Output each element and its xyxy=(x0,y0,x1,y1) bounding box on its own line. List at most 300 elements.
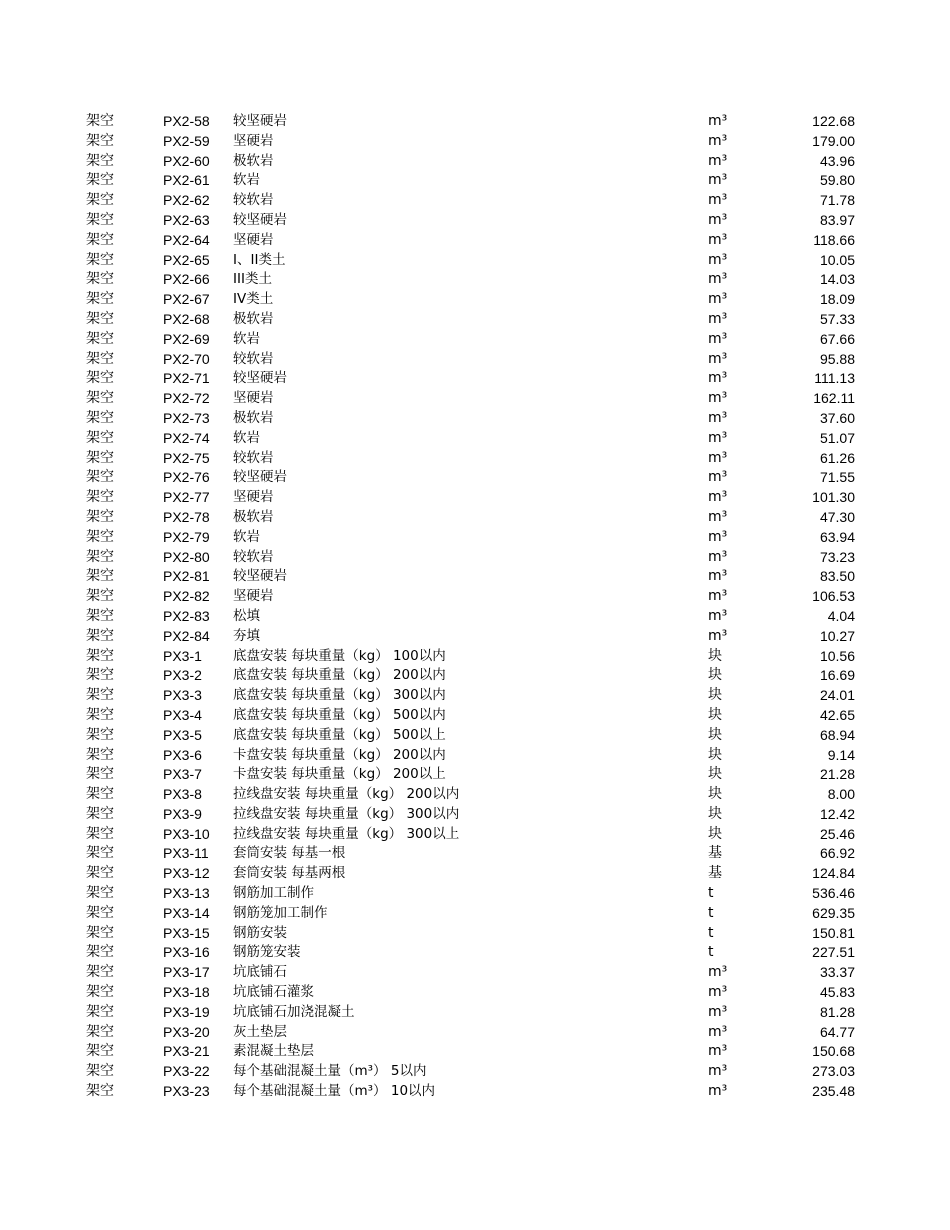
price-cell: 124.84 xyxy=(812,865,855,882)
unit-cell: m³ xyxy=(708,469,728,486)
price-cell: 24.01 xyxy=(819,687,855,704)
price-cell: 21.28 xyxy=(819,766,855,783)
unit-cell: m³ xyxy=(708,548,728,565)
price-cell: 68.94 xyxy=(819,726,855,743)
code-cell: PX2-67 xyxy=(163,291,210,308)
price-cell: 63.94 xyxy=(819,528,855,545)
price-cell: 73.23 xyxy=(819,548,855,565)
unit-cell: 块 xyxy=(708,786,722,803)
table-row xyxy=(0,449,950,469)
category-cell: 架空 xyxy=(86,469,114,486)
price-cell: 101.30 xyxy=(812,489,855,506)
unit-cell: 块 xyxy=(708,667,722,684)
item-name-cell: 坑底铺石灌浆 xyxy=(233,984,314,1001)
category-cell: 架空 xyxy=(86,390,114,407)
unit-cell: m³ xyxy=(708,251,728,268)
item-name-cell: 极软岩 xyxy=(233,152,274,169)
code-cell: PX3-10 xyxy=(163,825,210,842)
code-cell: PX2-61 xyxy=(163,172,210,189)
unit-cell: 块 xyxy=(708,706,722,723)
code-cell: PX2-58 xyxy=(163,113,210,129)
unit-cell: m³ xyxy=(708,172,728,189)
item-name-cell: 卡盘安装 每块重量（kg） 200以内 xyxy=(233,746,446,763)
item-name-cell: 较坚硬岩 xyxy=(233,113,287,129)
price-cell: 33.37 xyxy=(819,964,855,981)
price-cell: 629.35 xyxy=(812,904,855,921)
code-cell: PX2-60 xyxy=(163,152,210,169)
code-cell: PX3-19 xyxy=(163,1003,210,1020)
category-cell: 架空 xyxy=(86,786,114,803)
unit-cell: 块 xyxy=(708,825,722,842)
code-cell: PX3-4 xyxy=(163,706,202,723)
item-name-cell: I、II类土 xyxy=(233,251,286,268)
category-cell: 架空 xyxy=(86,687,114,704)
category-cell: 架空 xyxy=(86,607,114,624)
item-name-cell: 软岩 xyxy=(233,429,260,446)
code-cell: PX3-14 xyxy=(163,904,210,921)
table-row xyxy=(0,171,950,191)
code-cell: PX3-23 xyxy=(163,1083,210,1100)
item-name-cell: 坑底铺石 xyxy=(233,964,287,981)
unit-cell: m³ xyxy=(708,508,728,525)
category-cell: 架空 xyxy=(86,924,114,941)
code-cell: PX3-11 xyxy=(163,845,209,862)
code-cell: PX3-1 xyxy=(163,647,202,664)
price-cell: 106.53 xyxy=(812,588,855,605)
price-cell: 57.33 xyxy=(819,310,855,327)
price-cell: 10.27 xyxy=(819,627,855,644)
item-name-cell: 拉线盘安装 每块重量（kg） 200以内 xyxy=(233,786,460,803)
table-row xyxy=(0,152,950,172)
category-cell: 架空 xyxy=(86,1003,114,1020)
category-cell: 架空 xyxy=(86,667,114,684)
price-cell: 4.04 xyxy=(827,607,855,624)
category-cell: 架空 xyxy=(86,409,114,426)
category-cell: 架空 xyxy=(86,627,114,644)
table-row xyxy=(0,746,950,766)
table-row xyxy=(0,251,950,271)
price-cell: 122.68 xyxy=(812,113,855,129)
table-row xyxy=(0,567,950,587)
price-cell: 10.56 xyxy=(819,647,855,664)
unit-cell: t xyxy=(708,924,714,941)
item-name-cell: 每个基础混凝土量（m³） 5以内 xyxy=(233,1063,427,1080)
code-cell: PX2-68 xyxy=(163,310,210,327)
table-row xyxy=(0,884,950,904)
code-cell: PX3-18 xyxy=(163,984,210,1001)
unit-cell: t xyxy=(708,904,714,921)
category-cell: 架空 xyxy=(86,172,114,189)
category-cell: 架空 xyxy=(86,449,114,466)
category-cell: 架空 xyxy=(86,251,114,268)
price-cell: 111.13 xyxy=(814,370,855,387)
category-cell: 架空 xyxy=(86,310,114,327)
unit-cell: m³ xyxy=(708,1003,728,1020)
category-cell: 架空 xyxy=(86,113,114,129)
code-cell: PX3-6 xyxy=(163,746,202,763)
item-name-cell: 较软岩 xyxy=(233,449,274,466)
unit-cell: m³ xyxy=(708,370,728,387)
price-cell: 16.69 xyxy=(819,667,855,684)
code-cell: PX2-79 xyxy=(163,528,210,545)
code-cell: PX3-7 xyxy=(163,766,202,783)
unit-cell: 块 xyxy=(708,726,722,743)
item-name-cell: III类土 xyxy=(233,271,272,288)
unit-cell: m³ xyxy=(708,1063,728,1080)
code-cell: PX2-59 xyxy=(163,132,210,149)
table-row xyxy=(0,290,950,310)
code-cell: PX3-12 xyxy=(163,865,210,882)
category-cell: 架空 xyxy=(86,647,114,664)
item-name-cell: 卡盘安装 每块重量（kg） 200以上 xyxy=(233,766,446,783)
price-cell: 25.46 xyxy=(819,825,855,842)
unit-cell: m³ xyxy=(708,152,728,169)
category-cell: 架空 xyxy=(86,370,114,387)
category-cell: 架空 xyxy=(86,944,114,961)
price-cell: 9.14 xyxy=(827,746,855,763)
table-row xyxy=(0,686,950,706)
item-name-cell: 软岩 xyxy=(233,172,260,189)
unit-cell: m³ xyxy=(708,350,728,367)
code-cell: PX3-16 xyxy=(163,944,210,961)
code-cell: PX3-17 xyxy=(163,964,210,981)
price-cell: 83.50 xyxy=(819,568,855,585)
price-table xyxy=(0,112,950,1102)
unit-cell: 块 xyxy=(708,687,722,704)
table-row xyxy=(0,132,950,152)
code-cell: PX3-3 xyxy=(163,687,202,704)
item-name-cell: 较软岩 xyxy=(233,548,274,565)
item-name-cell: 极软岩 xyxy=(233,310,274,327)
code-cell: PX2-62 xyxy=(163,192,210,209)
price-cell: 81.28 xyxy=(819,1003,855,1020)
category-cell: 架空 xyxy=(86,211,114,228)
category-cell: 架空 xyxy=(86,568,114,585)
table-row xyxy=(0,825,950,845)
table-row xyxy=(0,924,950,944)
category-cell: 架空 xyxy=(86,291,114,308)
unit-cell: m³ xyxy=(708,291,728,308)
code-cell: PX2-69 xyxy=(163,330,210,347)
item-name-cell: 拉线盘安装 每块重量（kg） 300以上 xyxy=(233,825,460,842)
price-cell: 45.83 xyxy=(819,984,855,1001)
category-cell: 架空 xyxy=(86,845,114,862)
item-name-cell: 底盘安装 每块重量（kg） 500以内 xyxy=(233,706,446,723)
table-row xyxy=(0,983,950,1003)
category-cell: 架空 xyxy=(86,964,114,981)
price-cell: 71.78 xyxy=(819,192,855,209)
category-cell: 架空 xyxy=(86,429,114,446)
item-name-cell: 每个基础混凝土量（m³） 10以内 xyxy=(233,1083,436,1100)
table-row xyxy=(0,528,950,548)
table-row xyxy=(0,864,950,884)
table-row xyxy=(0,1003,950,1023)
price-cell: 273.03 xyxy=(812,1063,855,1080)
unit-cell: m³ xyxy=(708,449,728,466)
code-cell: PX3-20 xyxy=(163,1023,210,1040)
unit-cell: m³ xyxy=(708,1023,728,1040)
code-cell: PX3-5 xyxy=(163,726,202,743)
price-cell: 8.00 xyxy=(827,786,855,803)
category-cell: 架空 xyxy=(86,528,114,545)
code-cell: PX3-8 xyxy=(163,786,202,803)
table-row xyxy=(0,904,950,924)
item-name-cell: 钢筋笼安装 xyxy=(233,944,301,961)
unit-cell: m³ xyxy=(708,1083,728,1100)
unit-cell: m³ xyxy=(708,132,728,149)
category-cell: 架空 xyxy=(86,330,114,347)
table-row xyxy=(0,607,950,627)
item-name-cell: 坚硬岩 xyxy=(233,588,274,605)
unit-cell: m³ xyxy=(708,211,728,228)
code-cell: PX2-83 xyxy=(163,607,210,624)
price-cell: 37.60 xyxy=(819,409,855,426)
code-cell: PX2-66 xyxy=(163,271,210,288)
unit-cell: m³ xyxy=(708,489,728,506)
unit-cell: 基 xyxy=(708,845,722,862)
item-name-cell: 钢筋加工制作 xyxy=(233,885,314,902)
price-cell: 83.97 xyxy=(819,211,855,228)
price-cell: 235.48 xyxy=(812,1083,855,1100)
price-cell: 162.11 xyxy=(813,390,855,407)
code-cell: PX2-65 xyxy=(163,251,210,268)
table-row xyxy=(0,330,950,350)
table-row xyxy=(0,627,950,647)
price-cell: 118.66 xyxy=(813,231,855,248)
table-row xyxy=(0,726,950,746)
price-cell: 227.51 xyxy=(812,944,855,961)
category-cell: 架空 xyxy=(86,588,114,605)
code-cell: PX2-72 xyxy=(163,390,210,407)
table-row xyxy=(0,310,950,330)
code-cell: PX2-82 xyxy=(163,588,210,605)
unit-cell: t xyxy=(708,944,714,961)
unit-cell: t xyxy=(708,885,714,902)
table-row xyxy=(0,468,950,488)
unit-cell: m³ xyxy=(708,192,728,209)
code-cell: PX3-21 xyxy=(163,1043,210,1060)
code-cell: PX3-13 xyxy=(163,885,210,902)
item-name-cell: 套筒安装 每基一根 xyxy=(233,845,346,862)
category-cell: 架空 xyxy=(86,766,114,783)
code-cell: PX3-9 xyxy=(163,805,202,822)
table-row xyxy=(0,409,950,429)
code-cell: PX2-78 xyxy=(163,508,210,525)
code-cell: PX2-80 xyxy=(163,548,210,565)
table-row xyxy=(0,270,950,290)
price-cell: 150.68 xyxy=(812,1043,855,1060)
table-row xyxy=(0,1042,950,1062)
code-cell: PX2-75 xyxy=(163,449,210,466)
unit-cell: m³ xyxy=(708,627,728,644)
category-cell: 架空 xyxy=(86,1043,114,1060)
table-row xyxy=(0,805,950,825)
unit-cell: 块 xyxy=(708,766,722,783)
code-cell: PX2-76 xyxy=(163,469,210,486)
category-cell: 架空 xyxy=(86,192,114,209)
code-cell: PX2-64 xyxy=(163,231,210,248)
unit-cell: m³ xyxy=(708,310,728,327)
code-cell: PX2-70 xyxy=(163,350,210,367)
code-cell: PX2-81 xyxy=(163,568,210,585)
item-name-cell: 较坚硬岩 xyxy=(233,370,287,387)
category-cell: 架空 xyxy=(86,152,114,169)
table-row xyxy=(0,389,950,409)
category-cell: 架空 xyxy=(86,1023,114,1040)
category-cell: 架空 xyxy=(86,271,114,288)
unit-cell: m³ xyxy=(708,984,728,1001)
price-cell: 59.80 xyxy=(819,172,855,189)
table-row xyxy=(0,647,950,667)
unit-cell: m³ xyxy=(708,607,728,624)
table-row xyxy=(0,429,950,449)
item-name-cell: 极软岩 xyxy=(233,508,274,525)
category-cell: 架空 xyxy=(86,489,114,506)
item-name-cell: 钢筋安装 xyxy=(233,924,287,941)
price-cell: 47.30 xyxy=(819,508,855,525)
code-cell: PX2-71 xyxy=(163,370,210,387)
unit-cell: 块 xyxy=(708,746,722,763)
table-row xyxy=(0,508,950,528)
table-row xyxy=(0,785,950,805)
unit-cell: m³ xyxy=(708,528,728,545)
table-row xyxy=(0,112,950,132)
price-cell: 10.05 xyxy=(819,251,855,268)
category-cell: 架空 xyxy=(86,805,114,822)
price-cell: 536.46 xyxy=(812,885,855,902)
price-cell: 67.66 xyxy=(819,330,855,347)
unit-cell: m³ xyxy=(708,409,728,426)
unit-cell: m³ xyxy=(708,231,728,248)
table-row xyxy=(0,1023,950,1043)
price-cell: 42.65 xyxy=(819,706,855,723)
item-name-cell: 底盘安装 每块重量（kg） 200以内 xyxy=(233,667,446,684)
table-row xyxy=(0,548,950,568)
code-cell: PX2-73 xyxy=(163,409,210,426)
price-cell: 18.09 xyxy=(819,291,855,308)
category-cell: 架空 xyxy=(86,508,114,525)
code-cell: PX3-22 xyxy=(163,1063,210,1080)
code-cell: PX2-63 xyxy=(163,211,210,228)
unit-cell: m³ xyxy=(708,568,728,585)
item-name-cell: 极软岩 xyxy=(233,409,274,426)
table-row xyxy=(0,587,950,607)
table-row xyxy=(0,963,950,983)
price-cell: 95.88 xyxy=(819,350,855,367)
table-row xyxy=(0,706,950,726)
code-cell: PX2-84 xyxy=(163,627,210,644)
unit-cell: m³ xyxy=(708,964,728,981)
table-row xyxy=(0,191,950,211)
unit-cell: m³ xyxy=(708,330,728,347)
unit-cell: m³ xyxy=(708,429,728,446)
unit-cell: m³ xyxy=(708,1043,728,1060)
category-cell: 架空 xyxy=(86,231,114,248)
item-name-cell: 坚硬岩 xyxy=(233,231,274,248)
category-cell: 架空 xyxy=(86,885,114,902)
item-name-cell: 较坚硬岩 xyxy=(233,211,287,228)
unit-cell: m³ xyxy=(708,113,728,129)
table-row xyxy=(0,666,950,686)
item-name-cell: 夯填 xyxy=(233,627,260,644)
code-cell: PX3-2 xyxy=(163,667,202,684)
price-cell: 66.92 xyxy=(819,845,855,862)
table-row xyxy=(0,211,950,231)
table-row xyxy=(0,1082,950,1102)
price-cell: 43.96 xyxy=(819,152,855,169)
item-name-cell: 坚硬岩 xyxy=(233,489,274,506)
price-cell: 71.55 xyxy=(819,469,855,486)
item-name-cell: 较软岩 xyxy=(233,192,274,209)
category-cell: 架空 xyxy=(86,984,114,1001)
unit-cell: m³ xyxy=(708,390,728,407)
category-cell: 架空 xyxy=(86,350,114,367)
item-name-cell: 钢筋笼加工制作 xyxy=(233,904,328,921)
item-name-cell: 灰土垫层 xyxy=(233,1023,287,1040)
item-name-cell: 坑底铺石加浇混凝土 xyxy=(233,1003,355,1020)
item-name-cell: 软岩 xyxy=(233,528,260,545)
unit-cell: 基 xyxy=(708,865,722,882)
item-name-cell: 底盘安装 每块重量（kg） 300以内 xyxy=(233,687,446,704)
table-row xyxy=(0,488,950,508)
unit-cell: m³ xyxy=(708,588,728,605)
category-cell: 架空 xyxy=(86,825,114,842)
category-cell: 架空 xyxy=(86,1063,114,1080)
price-cell: 61.26 xyxy=(819,449,855,466)
item-name-cell: 较坚硬岩 xyxy=(233,568,287,585)
table-row xyxy=(0,369,950,389)
price-cell: 12.42 xyxy=(819,805,855,822)
category-cell: 架空 xyxy=(86,548,114,565)
item-name-cell: 坚硬岩 xyxy=(233,132,274,149)
item-name-cell: 底盘安装 每块重量（kg） 100以内 xyxy=(233,647,446,664)
table-row xyxy=(0,350,950,370)
item-name-cell: 较坚硬岩 xyxy=(233,469,287,486)
price-cell: 14.03 xyxy=(819,271,855,288)
price-cell: 51.07 xyxy=(819,429,855,446)
code-cell: PX3-15 xyxy=(163,924,210,941)
code-cell: PX2-74 xyxy=(163,429,210,446)
category-cell: 架空 xyxy=(86,904,114,921)
price-cell: 179.00 xyxy=(812,132,855,149)
item-name-cell: 坚硬岩 xyxy=(233,390,274,407)
unit-cell: m³ xyxy=(708,271,728,288)
category-cell: 架空 xyxy=(86,746,114,763)
table-row xyxy=(0,765,950,785)
unit-cell: 块 xyxy=(708,647,722,664)
category-cell: 架空 xyxy=(86,865,114,882)
item-name-cell: 素混凝土垫层 xyxy=(233,1043,314,1060)
table-row xyxy=(0,1062,950,1082)
item-name-cell: IV类土 xyxy=(233,291,274,308)
category-cell: 架空 xyxy=(86,1083,114,1100)
table-row xyxy=(0,943,950,963)
category-cell: 架空 xyxy=(86,706,114,723)
code-cell: PX2-77 xyxy=(163,489,210,506)
table-row xyxy=(0,231,950,251)
item-name-cell: 松填 xyxy=(233,607,260,624)
table-row xyxy=(0,844,950,864)
item-name-cell: 拉线盘安装 每块重量（kg） 300以内 xyxy=(233,805,460,822)
price-cell: 64.77 xyxy=(819,1023,855,1040)
item-name-cell: 较软岩 xyxy=(233,350,274,367)
item-name-cell: 底盘安装 每块重量（kg） 500以上 xyxy=(233,726,446,743)
unit-cell: 块 xyxy=(708,805,722,822)
item-name-cell: 软岩 xyxy=(233,330,260,347)
price-cell: 150.81 xyxy=(812,924,855,941)
category-cell: 架空 xyxy=(86,726,114,743)
item-name-cell: 套筒安装 每基两根 xyxy=(233,865,346,882)
